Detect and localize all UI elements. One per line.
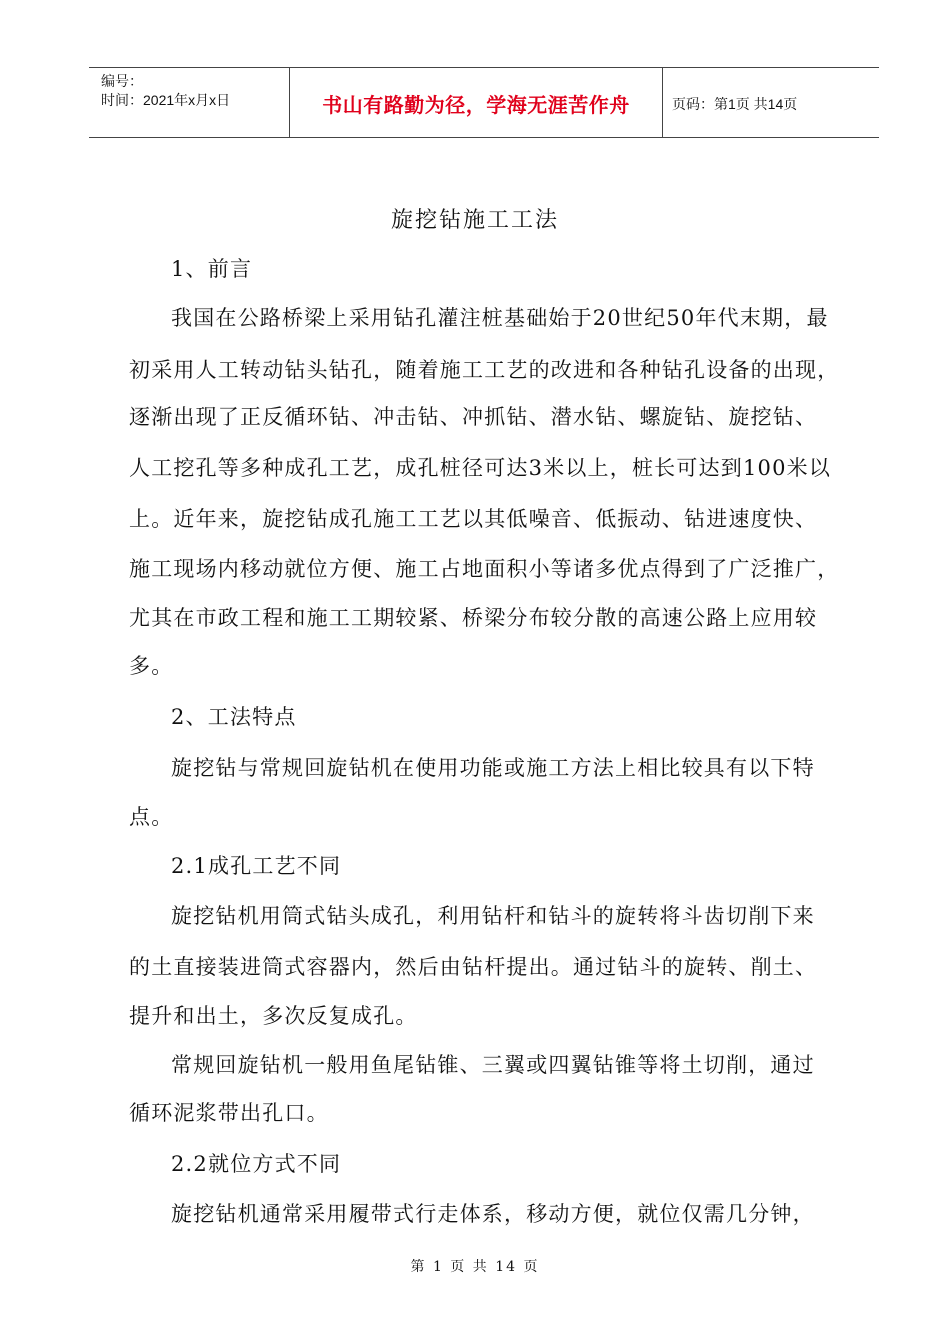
section-heading-preface: 1、前言 [171,257,253,281]
paragraph-line: 多。 [129,654,174,678]
paragraph-line: 的土直接装进筒式容器内，然后由钻杆提出。通过钻斗的旋转、削土、 [129,955,818,979]
paragraph-line: 旋挖钻与常规回旋钻机在使用功能或施工方法上相比较具有以下特 [171,756,815,780]
paragraph-line: 循环泥浆带出孔口。 [129,1101,329,1125]
paragraph-line: 提升和出土，多次反复成孔。 [129,1004,418,1028]
header-motto-cell [290,68,663,137]
paragraph-line: 逐渐出现了正反循环钻、冲击钻、冲抓钻、潜水钻、螺旋钻、旋挖钻、 [129,405,818,429]
paragraph-line: 常规回旋钻机一般用鱼尾钻锥、三翼或四翼钻锥等将土切削，通过 [171,1053,815,1077]
page-footer: 第 1 页 共 14 页 [410,1259,540,1275]
page-header [89,67,879,138]
paragraph-line: 旋挖钻机通常采用履带式行走体系，移动方便，就位仅需几分钟， [171,1202,815,1226]
doc-date-label: 时间：2021年x月x日 [101,92,231,108]
document-title: 旋挖钻施工工法 [390,208,559,233]
paragraph-line: 初采用人工转动钻头钻孔，随着施工工艺的改进和各种钻孔设备的出现， [129,358,840,382]
doc-number-label: 编号： [101,73,143,89]
subsection-heading-2-2: 2.2就位方式不同 [171,1152,342,1176]
section-heading-features: 2、工法特点 [171,705,297,729]
header-page-cell [663,68,879,137]
paragraph-line: 点。 [129,805,174,829]
paragraph-line: 人工挖孔等多种成孔工艺，成孔桩径可达3米以上，桩长可达到100米以 [129,456,832,480]
paragraph-line: 我国在公路桥梁上采用钻孔灌注桩基础始于20世纪50年代末期，最 [171,306,829,330]
paragraph-line: 旋挖钻机用筒式钻头成孔，利用钻杆和钻斗的旋转将斗齿切削下来 [171,904,815,928]
header-meta-cell [89,68,290,137]
header-page-info: 页码：第1页 共14页 [672,95,798,112]
subsection-heading-2-1: 2.1成孔工艺不同 [171,854,342,878]
header-motto: 书山有路勤为径，学海无涯苦作舟 [322,93,630,117]
paragraph-line: 施工现场内移动就位方便、施工占地面积小等诸多优点得到了广泛推广， [129,557,840,581]
paragraph-line: 尤其在市政工程和施工工期较紧、桥梁分布较分散的高速公路上应用较 [129,606,818,630]
paragraph-line: 上。近年来，旋挖钻成孔施工工艺以其低噪音、低振动、钻进速度快、 [129,507,818,531]
